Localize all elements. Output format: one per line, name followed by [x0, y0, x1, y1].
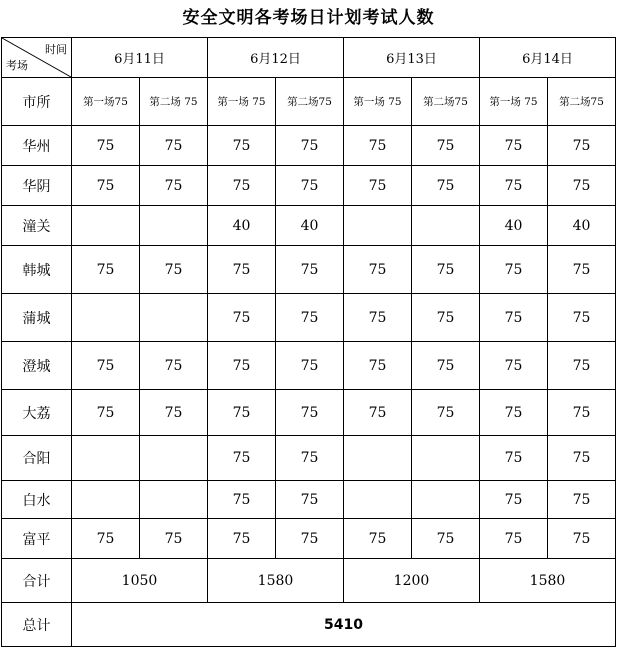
table-row [2, 294, 616, 342]
grand-total-value: 5410 [72, 603, 616, 647]
count-cell: 75 [276, 481, 344, 519]
venue-name: 大荔 [2, 390, 72, 436]
schedule-table [1, 37, 616, 647]
count-cell: 75 [548, 436, 616, 481]
page-title: 安全文明各考场日计划考试人数 [182, 8, 435, 28]
count-cell: 75 [140, 246, 208, 294]
venue-name: 华州 [2, 126, 72, 166]
count-cell: 75 [276, 519, 344, 559]
session-header: 第二场 75 [140, 78, 208, 126]
count-cell: 75 [344, 294, 412, 342]
count-cell: 75 [208, 294, 276, 342]
count-cell: 75 [480, 246, 548, 294]
count-cell: 75 [140, 126, 208, 166]
count-cell: 75 [548, 342, 616, 390]
count-cell: 40 [208, 206, 276, 246]
session-header: 第二场75 [548, 78, 616, 126]
count-cell: 75 [72, 126, 140, 166]
session-header: 第二场75 [276, 78, 344, 126]
count-cell: 75 [344, 166, 412, 206]
count-cell: 75 [72, 390, 140, 436]
count-cell: 75 [208, 436, 276, 481]
count-cell: 40 [480, 206, 548, 246]
table-row [2, 246, 616, 294]
date-header-row [2, 38, 616, 78]
subtotal-cell: 1580 [208, 559, 344, 603]
corner-header [2, 38, 72, 78]
count-cell: 75 [208, 166, 276, 206]
count-cell: 75 [412, 519, 480, 559]
count-cell: 75 [480, 436, 548, 481]
subtotal-cell: 1200 [344, 559, 480, 603]
venue-name: 合阳 [2, 436, 72, 481]
session-header: 第一场75 [72, 78, 140, 126]
count-cell: 75 [412, 342, 480, 390]
count-cell: 75 [140, 342, 208, 390]
venue-name: 白水 [2, 481, 72, 519]
count-cell: 75 [208, 126, 276, 166]
count-cell: 75 [276, 166, 344, 206]
table-row [2, 481, 616, 519]
date-header: 6月13日 [344, 38, 480, 78]
table-row [2, 519, 616, 559]
venue-name: 潼关 [2, 206, 72, 246]
count-cell: 75 [72, 519, 140, 559]
count-cell: 75 [208, 481, 276, 519]
total-row [2, 603, 616, 647]
count-cell [344, 481, 412, 519]
count-cell: 75 [276, 126, 344, 166]
count-cell: 75 [548, 481, 616, 519]
count-cell [344, 206, 412, 246]
count-cell: 75 [548, 166, 616, 206]
count-cell: 75 [208, 246, 276, 294]
count-cell: 75 [412, 390, 480, 436]
count-cell [344, 436, 412, 481]
count-cell [72, 481, 140, 519]
corner-venue-label: 考场 [6, 59, 28, 72]
count-cell: 75 [412, 246, 480, 294]
count-cell: 75 [480, 294, 548, 342]
count-cell: 75 [72, 246, 140, 294]
venue-name: 韩城 [2, 246, 72, 294]
count-cell: 75 [480, 342, 548, 390]
count-cell: 75 [548, 294, 616, 342]
count-cell: 75 [344, 126, 412, 166]
count-cell: 75 [548, 390, 616, 436]
count-cell: 75 [276, 342, 344, 390]
table-row [2, 126, 616, 166]
count-cell: 75 [72, 166, 140, 206]
count-cell [72, 206, 140, 246]
count-cell: 75 [412, 126, 480, 166]
count-cell [412, 436, 480, 481]
count-cell: 75 [276, 294, 344, 342]
date-header: 6月14日 [480, 38, 616, 78]
session-header: 第一场 75 [480, 78, 548, 126]
count-cell: 75 [276, 436, 344, 481]
session-header: 第一场 75 [208, 78, 276, 126]
corner-time-label: 时间 [45, 43, 67, 56]
count-cell [140, 436, 208, 481]
count-cell: 75 [548, 246, 616, 294]
venue-name: 富平 [2, 519, 72, 559]
count-cell [140, 206, 208, 246]
count-cell: 75 [72, 342, 140, 390]
venue-column-header: 市所 [2, 78, 72, 126]
count-cell [412, 481, 480, 519]
count-cell: 75 [208, 519, 276, 559]
count-cell: 75 [480, 166, 548, 206]
count-cell: 40 [548, 206, 616, 246]
subtotal-label: 合计 [2, 559, 72, 603]
subtotal-cell: 1050 [72, 559, 208, 603]
count-cell [412, 206, 480, 246]
venue-name: 华阴 [2, 166, 72, 206]
subtotal-cell: 1580 [480, 559, 616, 603]
venue-name: 蒲城 [2, 294, 72, 342]
count-cell: 75 [344, 246, 412, 294]
count-cell: 75 [208, 342, 276, 390]
count-cell: 75 [480, 519, 548, 559]
count-cell [72, 294, 140, 342]
table-row [2, 206, 616, 246]
count-cell: 75 [344, 342, 412, 390]
total-label: 总计 [2, 603, 72, 647]
count-cell: 75 [208, 390, 276, 436]
count-cell [72, 436, 140, 481]
count-cell [140, 294, 208, 342]
count-cell [140, 481, 208, 519]
table-row [2, 390, 616, 436]
count-cell: 75 [140, 166, 208, 206]
count-cell: 75 [412, 294, 480, 342]
count-cell: 75 [344, 390, 412, 436]
session-header: 第一场 75 [344, 78, 412, 126]
count-cell: 75 [276, 246, 344, 294]
count-cell: 75 [412, 166, 480, 206]
count-cell: 75 [480, 390, 548, 436]
table-row [2, 436, 616, 481]
count-cell: 75 [140, 390, 208, 436]
date-header: 6月12日 [208, 38, 344, 78]
date-header: 6月11日 [72, 38, 208, 78]
count-cell: 75 [480, 481, 548, 519]
count-cell: 75 [276, 390, 344, 436]
count-cell: 75 [344, 519, 412, 559]
count-cell: 40 [276, 206, 344, 246]
venue-name: 澄城 [2, 342, 72, 390]
count-cell: 75 [140, 519, 208, 559]
table-row [2, 342, 616, 390]
table-row [2, 166, 616, 206]
count-cell: 75 [548, 519, 616, 559]
session-header: 第二场75 [412, 78, 480, 126]
count-cell: 75 [548, 126, 616, 166]
session-header-row [2, 78, 616, 126]
subtotal-row [2, 559, 616, 603]
count-cell: 75 [480, 126, 548, 166]
